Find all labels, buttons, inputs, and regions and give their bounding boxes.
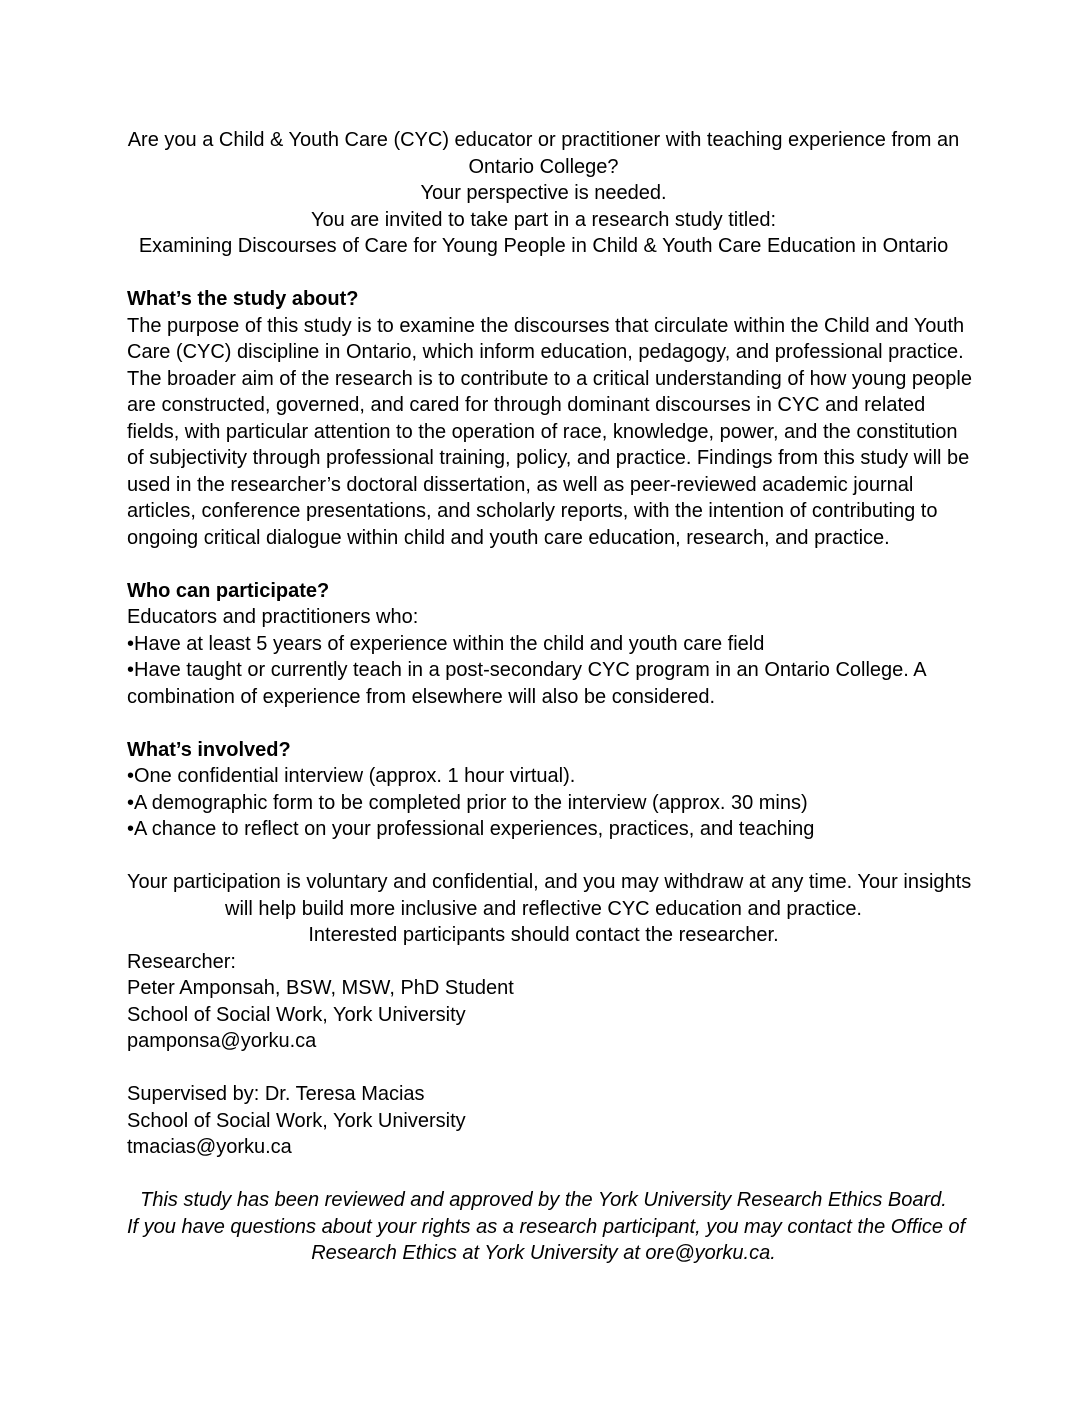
involved-bullet: •A chance to reflect on your professional experiences, practices, and teaching	[127, 818, 815, 840]
closing-contact-line: Interested participants should contact the researcher.	[308, 924, 779, 946]
study-title-line: Examining Discourses of Care for Young People in Child & Youth Care Education in Ontario	[138, 235, 949, 257]
header-perspective-line: Your perspective is needed.	[420, 182, 667, 204]
study-about-text-line: used in the researcher’s doctoral dissertation, as well as peer-reviewed academic journal	[127, 473, 914, 496]
closing-line: will help build more inclusive and reflective CYC education and practice.	[225, 897, 862, 920]
researcher-block	[127, 949, 960, 1055]
header-invitation-line: You are invited to take part in a research study titled:	[310, 208, 777, 231]
supervisor-email: tmacias@yorku.ca	[127, 1136, 292, 1158]
header-question-line-2: Ontario College?	[468, 155, 619, 178]
supervisor-label: Supervised by: Dr. Teresa Macias	[127, 1083, 425, 1105]
involved-bullet: •One confidential interview (approx. 1 hour virtual).	[127, 765, 576, 787]
study-about-text-line: Care (CYC) discipline in Ontario, which inform education, pedagogy, and professional practice.	[127, 341, 964, 363]
ethics-note-line: Research Ethics at York University at ore@yorku.ca.	[311, 1242, 776, 1264]
header-question-line-1: Are you a Child & Youth Care (CYC) educator or practitioner with teaching experience from an	[127, 129, 960, 151]
researcher-affiliation: School of Social Work, York University	[127, 1003, 466, 1026]
ethics-note-line: If you have questions about your rights as a research participant, you may contact the Office of	[127, 1215, 966, 1238]
closing-block	[127, 869, 972, 949]
supervisor-block	[127, 1081, 960, 1161]
study-about-text-line: articles, conference presentations, and scholarly reports, with the intention of contributing to	[127, 500, 938, 522]
researcher-label: Researcher:	[127, 950, 236, 973]
ethics-note-block	[127, 1187, 966, 1267]
researcher-email: pamponsa@yorku.ca	[127, 1030, 317, 1052]
header-block	[127, 127, 960, 260]
participate-bullet-continuation: combination of experience from elsewhere will also be considered.	[127, 685, 716, 708]
participate-section	[127, 578, 960, 711]
ethics-note-line: This study has been reviewed and approved by the York University Research Ethics Board.	[140, 1189, 947, 1211]
study-about-text-line: are constructed, governed, and cared for through dominant discourses in CYC and related	[127, 394, 926, 416]
involved-section	[127, 737, 960, 843]
researcher-name: Peter Amponsah, BSW, MSW, PhD Student	[127, 977, 514, 999]
participate-bullet: •Have taught or currently teach in a post-secondary CYC program in an Ontario College. A	[127, 659, 927, 681]
participate-heading: Who can participate?	[127, 579, 330, 602]
study-about-text-line: ongoing critical dialogue within child and youth care education, research, and practice.	[127, 526, 890, 549]
study-about-section	[127, 286, 972, 551]
closing-line: Your participation is voluntary and confidential, and you may withdraw at any time. Your insights	[127, 871, 972, 893]
involved-bullet: •A demographic form to be completed prior to the interview (approx. 30 mins)	[127, 791, 808, 814]
study-about-text-line: The broader aim of the research is to contribute to a critical understanding of how young people	[127, 367, 972, 390]
study-about-text-line: of subjectivity through professional training, policy, and practice. Findings from this study will be	[127, 447, 970, 469]
study-about-text-line: fields, with particular attention to the operation of race, knowledge, power, and the constitution	[127, 420, 958, 443]
study-about-text-line: The purpose of this study is to examine the discourses that circulate within the Child and Youth	[127, 314, 965, 337]
participate-intro: Educators and practitioners who:	[127, 606, 419, 628]
involved-heading: What’s involved?	[127, 738, 291, 761]
participate-bullet: •Have at least 5 years of experience within the child and youth care field	[127, 632, 765, 655]
study-about-heading: What’s the study about?	[127, 288, 359, 310]
supervisor-affiliation: School of Social Work, York University	[127, 1109, 466, 1132]
